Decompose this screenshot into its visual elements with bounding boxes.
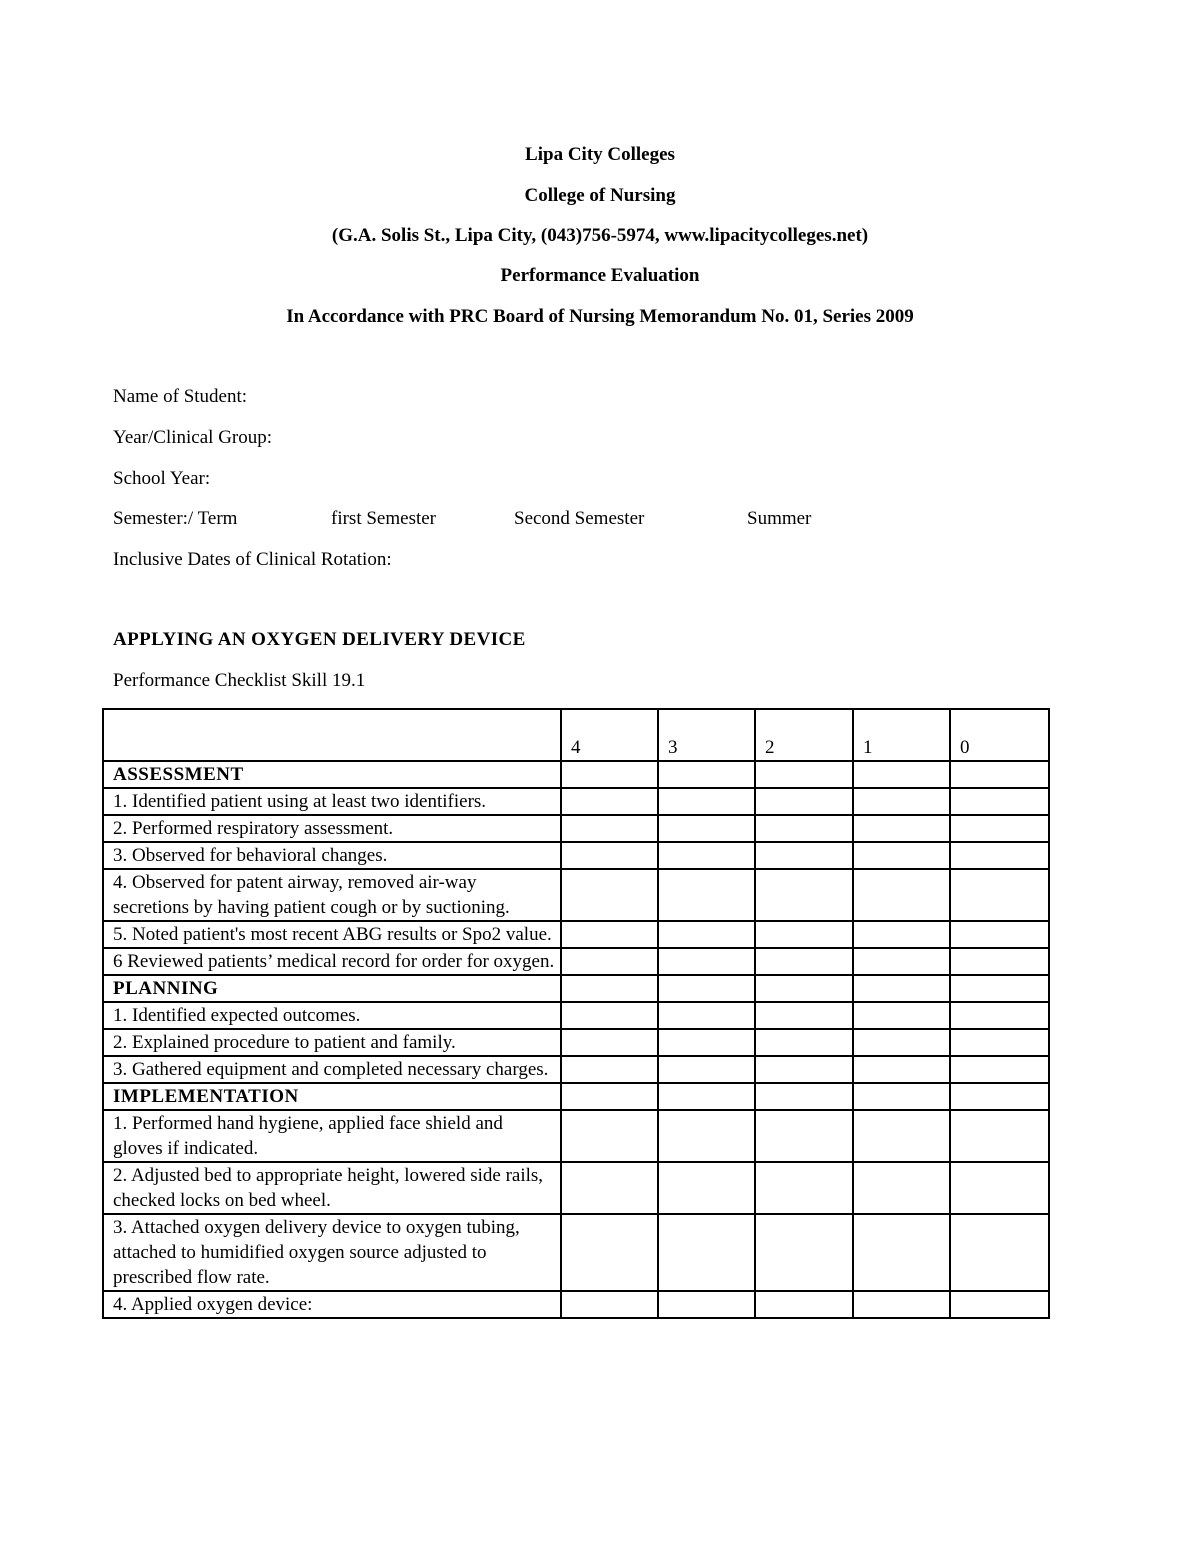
score-cell-0[interactable] bbox=[950, 1291, 1049, 1318]
criterion-text: 4. Observed for patent airway, removed air-way secretions by having patient cough or by suctioning. bbox=[103, 869, 561, 921]
section-heading: ASSESSMENT bbox=[103, 761, 561, 788]
score-cell-3[interactable] bbox=[658, 815, 755, 842]
score-cell-3[interactable] bbox=[658, 1083, 755, 1110]
score-header-3: 3 bbox=[658, 709, 755, 761]
score-cell-0[interactable] bbox=[950, 1110, 1049, 1162]
score-cell-1[interactable] bbox=[853, 788, 950, 815]
score-cell-1[interactable] bbox=[853, 975, 950, 1002]
semester-option-second: Second Semester bbox=[514, 508, 645, 529]
college-name: College of Nursing bbox=[524, 185, 676, 206]
score-header-1: 1 bbox=[853, 709, 950, 761]
score-cell-0[interactable] bbox=[950, 1029, 1049, 1056]
score-cell-1[interactable] bbox=[853, 869, 950, 921]
score-cell-1[interactable] bbox=[853, 1029, 950, 1056]
score-cell-1[interactable] bbox=[853, 1291, 950, 1318]
score-cell-2[interactable] bbox=[755, 761, 853, 788]
score-cell-3[interactable] bbox=[658, 1214, 755, 1291]
score-cell-0[interactable] bbox=[950, 1214, 1049, 1291]
table-row bbox=[103, 1214, 1049, 1291]
score-cell-1[interactable] bbox=[853, 921, 950, 948]
table-row bbox=[103, 1162, 1049, 1214]
skill-title: APPLYING AN OXYGEN DELIVERY DEVICE bbox=[113, 629, 526, 650]
score-cell-1[interactable] bbox=[853, 815, 950, 842]
score-cell-0[interactable] bbox=[950, 975, 1049, 1002]
semester-option-first: first Semester bbox=[331, 508, 437, 529]
score-cell-2[interactable] bbox=[755, 1162, 853, 1214]
section-heading: PLANNING bbox=[103, 975, 561, 1002]
score-cell-4[interactable] bbox=[561, 761, 658, 788]
score-cell-4[interactable] bbox=[561, 842, 658, 869]
score-cell-4[interactable] bbox=[561, 1162, 658, 1214]
skill-subtitle: Performance Checklist Skill 19.1 bbox=[113, 670, 366, 691]
criterion-text: 2. Adjusted bed to appropriate height, lowered side rails, checked locks on bed wheel. bbox=[103, 1162, 561, 1214]
rotation-dates-label: Inclusive Dates of Clinical Rotation: bbox=[113, 549, 392, 570]
score-cell-3[interactable] bbox=[658, 761, 755, 788]
score-cell-1[interactable] bbox=[853, 761, 950, 788]
score-cell-4[interactable] bbox=[561, 975, 658, 1002]
score-cell-1[interactable] bbox=[853, 842, 950, 869]
score-cell-0[interactable] bbox=[950, 869, 1049, 921]
score-cell-4[interactable] bbox=[561, 1056, 658, 1083]
score-cell-4[interactable] bbox=[561, 815, 658, 842]
criterion-text: 1. Identified expected outcomes. bbox=[103, 1002, 561, 1029]
score-cell-1[interactable] bbox=[853, 1083, 950, 1110]
score-cell-2[interactable] bbox=[755, 921, 853, 948]
score-cell-4[interactable] bbox=[561, 1214, 658, 1291]
criterion-text: 3. Gathered equipment and completed necessary charges. bbox=[103, 1056, 561, 1083]
score-cell-3[interactable] bbox=[658, 1110, 755, 1162]
table-row bbox=[103, 1002, 1049, 1029]
table-row bbox=[103, 1056, 1049, 1083]
score-cell-0[interactable] bbox=[950, 1162, 1049, 1214]
score-cell-3[interactable] bbox=[658, 788, 755, 815]
score-cell-0[interactable] bbox=[950, 948, 1049, 975]
table-header-row bbox=[103, 709, 1049, 761]
table-row bbox=[103, 1029, 1049, 1056]
criteria-header-cell bbox=[103, 709, 561, 761]
table-row bbox=[103, 842, 1049, 869]
score-cell-0[interactable] bbox=[950, 921, 1049, 948]
score-cell-1[interactable] bbox=[853, 948, 950, 975]
criterion-text: 2. Explained procedure to patient and family. bbox=[103, 1029, 561, 1056]
section-row bbox=[103, 975, 1049, 1002]
clinical-group-label: Year/Clinical Group: bbox=[113, 427, 273, 448]
score-cell-0[interactable] bbox=[950, 1002, 1049, 1029]
institution-name: Lipa City Colleges bbox=[525, 144, 675, 165]
score-cell-4[interactable] bbox=[561, 1110, 658, 1162]
score-cell-3[interactable] bbox=[658, 1162, 755, 1214]
score-cell-3[interactable] bbox=[658, 1056, 755, 1083]
score-cell-4[interactable] bbox=[561, 1029, 658, 1056]
score-cell-3[interactable] bbox=[658, 869, 755, 921]
score-cell-1[interactable] bbox=[853, 1162, 950, 1214]
score-cell-3[interactable] bbox=[658, 921, 755, 948]
score-cell-2[interactable] bbox=[755, 1110, 853, 1162]
semester-option-summer: Summer bbox=[747, 508, 812, 529]
score-cell-2[interactable] bbox=[755, 869, 853, 921]
score-cell-0[interactable] bbox=[950, 1083, 1049, 1110]
table-row bbox=[103, 921, 1049, 948]
score-cell-2[interactable] bbox=[755, 1056, 853, 1083]
score-cell-2[interactable] bbox=[755, 842, 853, 869]
score-cell-0[interactable] bbox=[950, 761, 1049, 788]
score-cell-2[interactable] bbox=[755, 1002, 853, 1029]
criterion-text: 1. Performed hand hygiene, applied face shield and gloves if indicated. bbox=[103, 1110, 561, 1162]
score-cell-0[interactable] bbox=[950, 842, 1049, 869]
criterion-text: 2. Performed respiratory assessment. bbox=[103, 815, 561, 842]
section-row bbox=[103, 1083, 1049, 1110]
score-cell-3[interactable] bbox=[658, 1029, 755, 1056]
table-row bbox=[103, 869, 1049, 921]
score-cell-0[interactable] bbox=[950, 1056, 1049, 1083]
score-cell-1[interactable] bbox=[853, 1056, 950, 1083]
score-cell-1[interactable] bbox=[853, 1002, 950, 1029]
score-cell-4[interactable] bbox=[561, 1002, 658, 1029]
criterion-text: 5. Noted patient's most recent ABG results or Spo2 value. bbox=[103, 921, 561, 948]
score-cell-0[interactable] bbox=[950, 815, 1049, 842]
table-row bbox=[103, 1291, 1049, 1318]
college-address: (G.A. Solis St., Lipa City, (043)756-5974, www.lipacitycolleges.net) bbox=[331, 225, 869, 246]
score-header-4: 4 bbox=[561, 709, 658, 761]
accordance-line: In Accordance with PRC Board of Nursing Memorandum No. 01, Series 2009 bbox=[286, 306, 914, 327]
name-of-student-label: Name of Student: bbox=[113, 386, 248, 407]
score-cell-4[interactable] bbox=[561, 788, 658, 815]
criterion-text: 6 Reviewed patients’ medical record for order for oxygen. bbox=[103, 948, 561, 975]
score-cell-4[interactable] bbox=[561, 1083, 658, 1110]
score-cell-3[interactable] bbox=[658, 1291, 755, 1318]
score-cell-3[interactable] bbox=[658, 1002, 755, 1029]
score-cell-2[interactable] bbox=[755, 1083, 853, 1110]
criterion-text: 1. Identified patient using at least two identifiers. bbox=[103, 788, 561, 815]
table-row bbox=[103, 1110, 1049, 1162]
score-cell-2[interactable] bbox=[755, 1291, 853, 1318]
score-cell-3[interactable] bbox=[658, 842, 755, 869]
score-cell-2[interactable] bbox=[755, 975, 853, 1002]
semester-label: Semester:/ Term bbox=[113, 508, 238, 529]
section-heading: IMPLEMENTATION bbox=[103, 1083, 561, 1110]
school-year-label: School Year: bbox=[113, 468, 211, 489]
score-cell-4[interactable] bbox=[561, 1291, 658, 1318]
score-cell-2[interactable] bbox=[755, 948, 853, 975]
score-cell-4[interactable] bbox=[561, 869, 658, 921]
score-cell-4[interactable] bbox=[561, 948, 658, 975]
score-cell-2[interactable] bbox=[755, 815, 853, 842]
score-cell-2[interactable] bbox=[755, 1214, 853, 1291]
score-cell-2[interactable] bbox=[755, 1029, 853, 1056]
score-header-0: 0 bbox=[950, 709, 1049, 761]
criterion-text: 3. Observed for behavioral changes. bbox=[103, 842, 561, 869]
document-title: Performance Evaluation bbox=[500, 265, 700, 286]
performance-checklist-table bbox=[102, 708, 1050, 1319]
score-cell-3[interactable] bbox=[658, 948, 755, 975]
score-cell-1[interactable] bbox=[853, 1110, 950, 1162]
score-header-2: 2 bbox=[755, 709, 853, 761]
score-cell-3[interactable] bbox=[658, 975, 755, 1002]
score-cell-0[interactable] bbox=[950, 788, 1049, 815]
score-cell-1[interactable] bbox=[853, 1214, 950, 1291]
criterion-text: 4. Applied oxygen device: bbox=[103, 1291, 561, 1318]
criterion-text: 3. Attached oxygen delivery device to oxygen tubing, attached to humidified oxygen source adjusted to prescribed flow rate. bbox=[103, 1214, 561, 1291]
table-row bbox=[103, 815, 1049, 842]
table-row bbox=[103, 788, 1049, 815]
section-row bbox=[103, 761, 1049, 788]
score-cell-4[interactable] bbox=[561, 921, 658, 948]
score-cell-2[interactable] bbox=[755, 788, 853, 815]
table-row bbox=[103, 948, 1049, 975]
